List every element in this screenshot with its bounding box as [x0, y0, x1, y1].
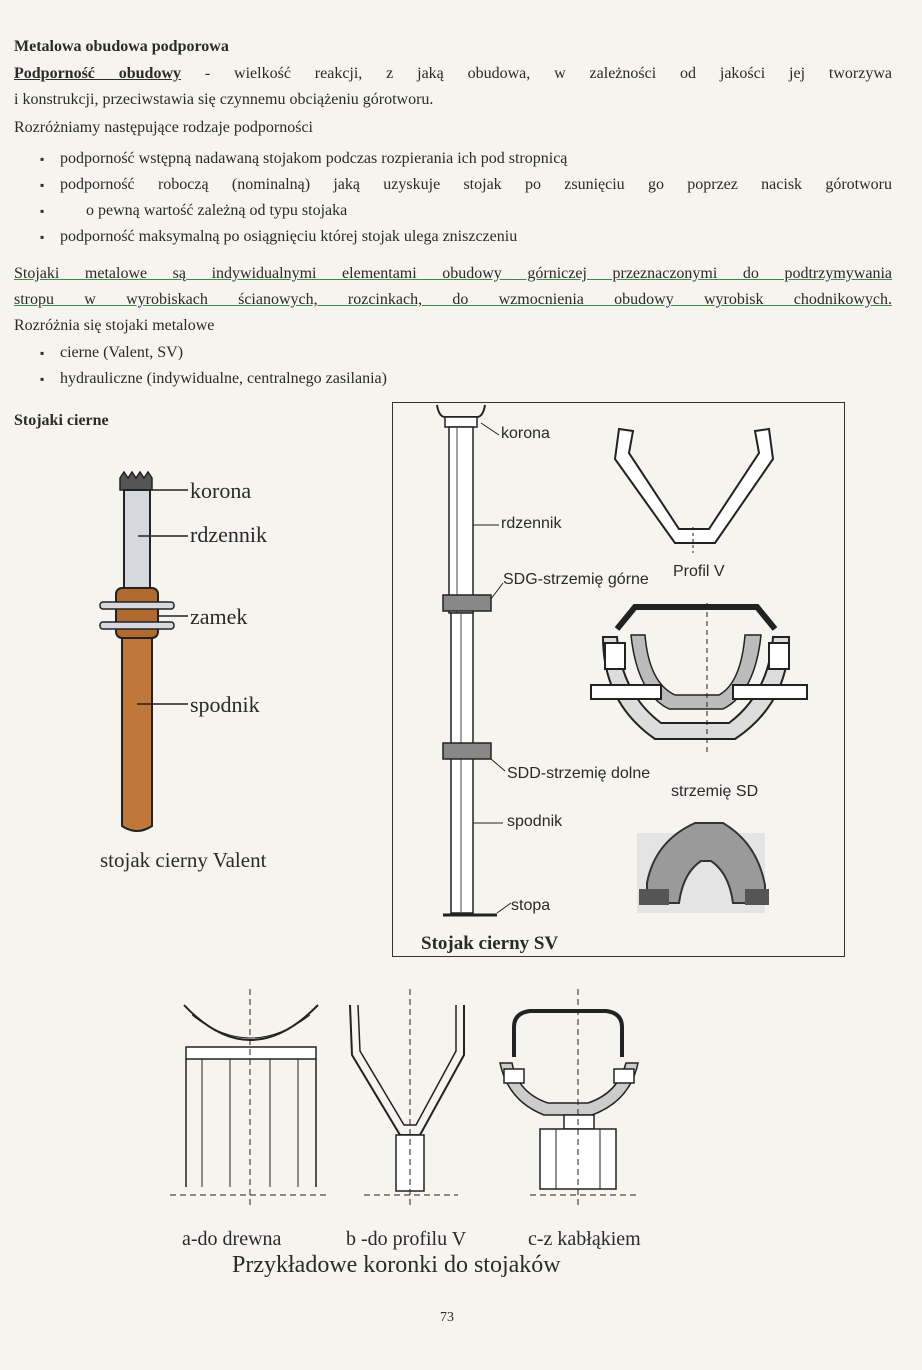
definition-line-1	[14, 62, 892, 86]
list-item: ▪ hydrauliczne (indywidualne, centralnego zasilania)	[14, 366, 614, 392]
sv-prop-figure	[392, 402, 845, 957]
props-definition-line-1: Stojaki metalowe są indywidualnymi elementami obudowy górniczej przeznaczonymi do podtrzymywania	[14, 265, 892, 282]
crown-caption-b: b -do profilu V	[346, 1228, 467, 1250]
clamp-sd-drawing	[591, 603, 807, 753]
sv-label-stopa: stopa	[511, 897, 551, 914]
sv-label-profil-v: Profil V	[673, 563, 725, 580]
crown-wood	[170, 989, 330, 1209]
definition-text: - wielkość reakcji, z jaką obudowa, w zależności od jakości jej tworzywa	[181, 65, 892, 82]
profil-v-section	[615, 429, 773, 543]
valent-caption: stojak cierny Valent	[100, 848, 267, 872]
list-item: ▪ cierne (Valent, SV)	[14, 340, 614, 366]
crown-v-profile	[350, 989, 464, 1209]
support-types-list	[14, 146, 892, 250]
list-item: ▪ podporność roboczą (nominalną) jaką uzyskuje stojak po zsunięciu go poprzez nacisk górotworu	[14, 172, 892, 198]
sv-label-sdd: SDD-strzemię dolne	[507, 765, 651, 782]
clamp-sd-photo	[637, 823, 769, 913]
valent-crown	[120, 472, 152, 490]
sv-crown	[437, 405, 485, 417]
definition-term: Podporność obudowy	[14, 65, 182, 82]
sv-lower-clamp	[443, 743, 491, 759]
props-definition-line-2: stropu w wyrobiskach ścianowych, rozcinkach, do wzmocnienia obudowy wyrobisk chodnikowych.	[14, 291, 892, 308]
props-types-list	[14, 340, 614, 392]
crown-caption-a: a-do drewna	[182, 1228, 282, 1250]
list-item: ▪ podporność wstępną nadawaną stojakom podczas rozpierania ich pod stropnicą	[14, 146, 892, 172]
friction-props-heading: Stojaki cierne	[14, 412, 109, 429]
sv-caption: Stojak cierny SV	[421, 933, 559, 954]
list-item: ▪ podporność maksymalną po osiągnięciu której stojak ulega zniszczeniu	[14, 224, 892, 250]
section-title: Metalowa obudowa podporowa	[14, 38, 229, 55]
valent-lock	[116, 588, 158, 638]
sv-core	[449, 427, 473, 613]
sv-label-sdg: SDG-strzemię górne	[503, 571, 649, 588]
support-intro: Rozróżniamy następujące rodzaje podporności	[14, 119, 313, 136]
definition-line-2: i konstrukcji, przeciwstawia się czynnemu obciążeniu górotworu.	[14, 91, 434, 108]
props-intro: Rozróżnia się stojaki metalowe	[14, 317, 215, 334]
crown-bracket	[500, 989, 640, 1209]
valent-label-zamek: zamek	[190, 604, 248, 629]
sv-label-korona: korona	[501, 425, 550, 442]
sv-label-rdzennik: rdzennik	[501, 515, 562, 532]
valent-lower-part	[122, 638, 152, 831]
valent-lock-bolt	[100, 622, 174, 629]
crowns-title: Przykładowe koronki do stojaków	[232, 1252, 561, 1278]
page-number: 73	[440, 1310, 454, 1325]
sv-upper-clamp	[443, 595, 491, 611]
crown-examples-illustration	[160, 985, 680, 1220]
sv-label-strzemie-sd: strzemię SD	[671, 783, 759, 800]
list-item-continuation: ▪ o pewną wartość zależną od typu stojaka	[14, 198, 892, 224]
valent-core	[124, 490, 150, 590]
valent-lock-bolt	[100, 602, 174, 609]
valent-label-spodnik: spodnik	[190, 692, 260, 717]
valent-label-korona: korona	[190, 478, 252, 503]
sv-lower-part	[451, 613, 473, 913]
valent-label-rdzennik: rdzennik	[190, 522, 267, 547]
crown-caption-c: c-z kabłąkiem	[528, 1228, 641, 1250]
sv-label-spodnik: spodnik	[507, 813, 563, 830]
